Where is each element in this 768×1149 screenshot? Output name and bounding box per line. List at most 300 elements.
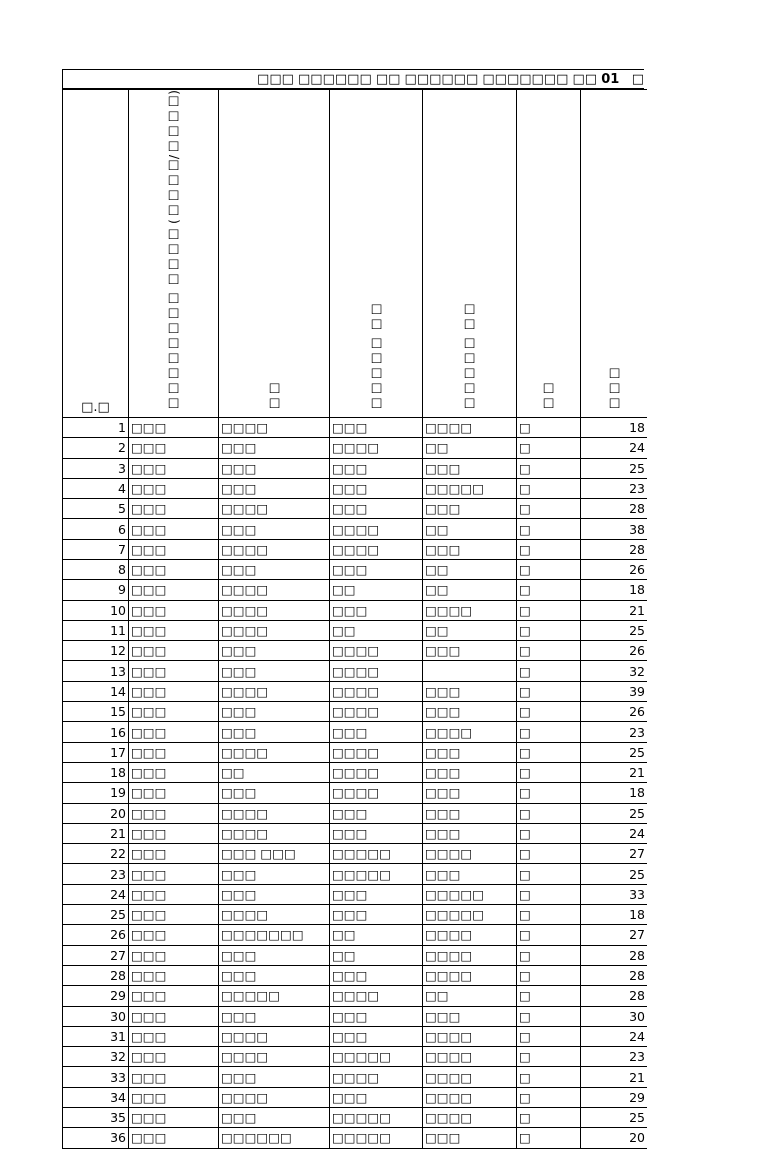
cell-col-a[interactable]: □□□	[129, 1067, 219, 1087]
cell-col-b[interactable]: □□□	[219, 438, 330, 458]
cell-col-a[interactable]: □□□	[129, 417, 219, 437]
cell-col-b[interactable]: □□□□	[219, 823, 330, 843]
cell-serial-number[interactable]: 21	[63, 823, 129, 843]
cell-col-e[interactable]: □	[517, 742, 581, 762]
cell-col-b[interactable]: □□□□	[219, 905, 330, 925]
cell-col-d[interactable]: □□□□	[423, 1026, 517, 1046]
cell-col-d[interactable]: □□□□□	[423, 884, 517, 904]
table-row	[63, 458, 648, 478]
cell-serial-number[interactable]: 32	[63, 1047, 129, 1067]
cell-col-e[interactable]: □	[517, 519, 581, 539]
cell-col-d[interactable]: □□□	[423, 762, 517, 782]
cell-col-d[interactable]: □□	[423, 560, 517, 580]
cell-col-e[interactable]: □	[517, 580, 581, 600]
cell-col-a[interactable]: □□□	[129, 783, 219, 803]
cell-col-b[interactable]: □□□□	[219, 742, 330, 762]
cell-serial-number[interactable]: 13	[63, 661, 129, 681]
cell-col-e[interactable]: □	[517, 681, 581, 701]
cell-serial-number[interactable]: 14	[63, 681, 129, 701]
cell-col-f[interactable]: 26	[581, 641, 648, 661]
cell-serial-number[interactable]: 10	[63, 600, 129, 620]
cell-col-d[interactable]: □□	[423, 580, 517, 600]
table-row	[63, 499, 648, 519]
cell-serial-number[interactable]: 5	[63, 499, 129, 519]
cell-col-b[interactable]: □□□□	[219, 681, 330, 701]
cell-col-a[interactable]: □□□	[129, 519, 219, 539]
cell-col-e[interactable]: □	[517, 762, 581, 782]
header-col-e[interactable]: □□	[517, 90, 581, 418]
cell-col-e[interactable]: □	[517, 905, 581, 925]
cell-col-e[interactable]: □	[517, 478, 581, 498]
cell-col-e[interactable]: □	[517, 884, 581, 904]
cell-col-a[interactable]: □□□	[129, 681, 219, 701]
cell-serial-number[interactable]: 26	[63, 925, 129, 945]
cell-col-a[interactable]: □□□	[129, 945, 219, 965]
cell-col-c[interactable]: □□□□	[330, 438, 423, 458]
cell-col-f[interactable]: 26	[581, 560, 648, 580]
table-row	[63, 1087, 648, 1107]
cell-col-c[interactable]: □□□	[330, 965, 423, 985]
cell-col-b[interactable]: □□□	[219, 1108, 330, 1128]
cell-col-f[interactable]: 25	[581, 1108, 648, 1128]
table-row	[63, 539, 648, 559]
cell-col-f[interactable]: 18	[581, 417, 648, 437]
cell-serial-number[interactable]: 8	[63, 560, 129, 580]
cell-col-c[interactable]: □□□	[330, 803, 423, 823]
cell-col-c[interactable]: □□□	[330, 884, 423, 904]
table-row	[63, 945, 648, 965]
table-row	[63, 519, 648, 539]
cell-col-c[interactable]: □□□□	[330, 519, 423, 539]
cell-col-c[interactable]: □□□□□	[330, 864, 423, 884]
cell-serial-number[interactable]: 15	[63, 702, 129, 722]
cell-col-e[interactable]: □	[517, 499, 581, 519]
cell-serial-number[interactable]: 9	[63, 580, 129, 600]
cell-col-a[interactable]: □□□	[129, 1047, 219, 1067]
cell-col-f[interactable]: 23	[581, 1047, 648, 1067]
cell-col-d[interactable]: □□□□	[423, 600, 517, 620]
cell-col-e[interactable]: □	[517, 1128, 581, 1148]
cell-col-b[interactable]: □□□	[219, 864, 330, 884]
cell-serial-number[interactable]: 19	[63, 783, 129, 803]
cell-serial-number[interactable]: 36	[63, 1128, 129, 1148]
cell-col-a[interactable]: □□□	[129, 925, 219, 945]
cell-serial-number[interactable]: 31	[63, 1026, 129, 1046]
cell-col-e[interactable]: □	[517, 1067, 581, 1087]
cell-col-f[interactable]: 25	[581, 458, 648, 478]
cell-col-c[interactable]: □□□	[330, 560, 423, 580]
cell-col-a[interactable]: □□□	[129, 1006, 219, 1026]
cell-col-c[interactable]: □□□□	[330, 661, 423, 681]
cell-col-e[interactable]: □	[517, 844, 581, 864]
cell-col-a[interactable]: □□□	[129, 539, 219, 559]
cell-col-c[interactable]: □□□	[330, 458, 423, 478]
cell-col-b[interactable]: □□□	[219, 519, 330, 539]
cell-col-d[interactable]: □□□	[423, 702, 517, 722]
table-row	[63, 884, 648, 904]
cell-col-a[interactable]: □□□	[129, 905, 219, 925]
cell-serial-number[interactable]: 6	[63, 519, 129, 539]
cell-serial-number[interactable]: 29	[63, 986, 129, 1006]
cell-col-a[interactable]: □□□	[129, 844, 219, 864]
cell-col-a[interactable]: □□□	[129, 1108, 219, 1128]
cell-col-d[interactable]: □□□	[423, 499, 517, 519]
sheet-title	[62, 69, 644, 89]
cell-col-a[interactable]: □□□	[129, 742, 219, 762]
cell-col-a[interactable]: □□□	[129, 1026, 219, 1046]
cell-col-f[interactable]: 24	[581, 1026, 648, 1046]
cell-col-d[interactable]: □□	[423, 438, 517, 458]
cell-col-f[interactable]: 25	[581, 620, 648, 640]
table-row	[63, 560, 648, 580]
cell-serial-number[interactable]: 34	[63, 1087, 129, 1107]
cell-col-f[interactable]: 27	[581, 925, 648, 945]
cell-col-a[interactable]: □□□	[129, 438, 219, 458]
table-row	[63, 1128, 648, 1148]
cell-col-e[interactable]: □	[517, 438, 581, 458]
cell-col-b[interactable]: □□□□	[219, 539, 330, 559]
cell-col-b[interactable]: □□□	[219, 702, 330, 722]
header-col-c[interactable]: □□□□□ □□	[330, 90, 423, 418]
table-row	[63, 661, 648, 681]
cell-col-f[interactable]: 28	[581, 499, 648, 519]
cell-serial-number[interactable]: 24	[63, 884, 129, 904]
cell-serial-number[interactable]: 7	[63, 539, 129, 559]
cell-col-b[interactable]: □□□	[219, 722, 330, 742]
cell-col-d[interactable]: □□□	[423, 641, 517, 661]
cell-col-e[interactable]: □	[517, 925, 581, 945]
table-row	[63, 864, 648, 884]
cell-col-a[interactable]: □□□	[129, 620, 219, 640]
cell-col-e[interactable]: □	[517, 1006, 581, 1026]
cell-col-b[interactable]: □□□ □□□	[219, 844, 330, 864]
header-serial-number[interactable]: □.□	[63, 90, 129, 418]
cell-col-d[interactable]: □□□	[423, 742, 517, 762]
cell-col-a[interactable]: □□□	[129, 823, 219, 843]
cell-col-c[interactable]: □□□□□	[330, 1108, 423, 1128]
cell-col-b[interactable]: □□□□	[219, 499, 330, 519]
cell-col-d[interactable]: □□□	[423, 1006, 517, 1026]
cell-serial-number[interactable]: 4	[63, 478, 129, 498]
header-col-b[interactable]: □□	[219, 90, 330, 418]
cell-col-f[interactable]: 39	[581, 681, 648, 701]
cell-serial-number[interactable]: 30	[63, 1006, 129, 1026]
table-row	[63, 823, 648, 843]
cell-col-e[interactable]: □	[517, 600, 581, 620]
cell-col-c[interactable]: □□□	[330, 1026, 423, 1046]
cell-serial-number[interactable]: 18	[63, 762, 129, 782]
cell-col-b[interactable]: □□□□□□□	[219, 925, 330, 945]
cell-col-d[interactable]: □□□	[423, 681, 517, 701]
cell-col-d[interactable]: □□□□□	[423, 478, 517, 498]
cell-serial-number[interactable]: 33	[63, 1067, 129, 1087]
cell-col-e[interactable]: □	[517, 560, 581, 580]
cell-col-c[interactable]: □□□	[330, 417, 423, 437]
cell-col-b[interactable]: □□□□	[219, 1047, 330, 1067]
table-row	[63, 905, 648, 925]
sheet-title-tail: □	[631, 72, 644, 87]
cell-col-d[interactable]: □□□	[423, 864, 517, 884]
table-row	[63, 844, 648, 864]
cell-col-a[interactable]: □□□	[129, 702, 219, 722]
cell-col-b[interactable]: □□□	[219, 458, 330, 478]
cell-col-f[interactable]: 38	[581, 519, 648, 539]
cell-col-a[interactable]: □□□	[129, 600, 219, 620]
table-row	[63, 438, 648, 458]
cell-serial-number[interactable]: 25	[63, 905, 129, 925]
table-row	[63, 1047, 648, 1067]
cell-col-e[interactable]: □	[517, 661, 581, 681]
cell-col-d[interactable]: □□□	[423, 823, 517, 843]
cell-col-b[interactable]: □□□	[219, 560, 330, 580]
cell-col-f[interactable]: 25	[581, 864, 648, 884]
spreadsheet-sheet	[62, 69, 644, 1149]
cell-col-e[interactable]: □	[517, 945, 581, 965]
cell-col-e[interactable]: □	[517, 458, 581, 478]
cell-col-b[interactable]: □□□□	[219, 1087, 330, 1107]
header-col-a[interactable]: □□□□□□□□ □□□□ (□□□□/□□□□)	[129, 90, 219, 418]
table-row	[63, 783, 648, 803]
table-row	[63, 762, 648, 782]
cell-col-a[interactable]: □□□	[129, 560, 219, 580]
cell-col-f[interactable]: 28	[581, 965, 648, 985]
cell-serial-number[interactable]: 17	[63, 742, 129, 762]
cell-col-a[interactable]: □□□	[129, 478, 219, 498]
cell-col-d[interactable]: □□□	[423, 458, 517, 478]
cell-col-c[interactable]: □□□	[330, 478, 423, 498]
cell-col-b[interactable]: □□□□□□	[219, 1128, 330, 1148]
table-row	[63, 417, 648, 437]
cell-serial-number[interactable]: 11	[63, 620, 129, 640]
cell-col-a[interactable]: □□□	[129, 986, 219, 1006]
cell-col-f[interactable]: 26	[581, 702, 648, 722]
cell-col-f[interactable]: 28	[581, 945, 648, 965]
cell-col-d[interactable]: □□□□	[423, 965, 517, 985]
cell-col-a[interactable]: □□□	[129, 641, 219, 661]
cell-col-d[interactable]: □□□	[423, 803, 517, 823]
cell-col-b[interactable]: □□□	[219, 478, 330, 498]
cell-col-c[interactable]: □□□□□	[330, 1128, 423, 1148]
cell-col-d[interactable]: □□□□	[423, 722, 517, 742]
cell-col-b[interactable]: □□□□	[219, 600, 330, 620]
cell-col-e[interactable]: □	[517, 986, 581, 1006]
header-col-f[interactable]: □□□	[581, 90, 648, 418]
cell-col-b[interactable]: □□□	[219, 965, 330, 985]
cell-col-c[interactable]: □□□□	[330, 783, 423, 803]
cell-col-d[interactable]: □□□□	[423, 417, 517, 437]
cell-serial-number[interactable]: 27	[63, 945, 129, 965]
cell-col-b[interactable]: □□□	[219, 884, 330, 904]
cell-col-b[interactable]: □□□□□	[219, 986, 330, 1006]
cell-col-b[interactable]: □□□	[219, 641, 330, 661]
data-table	[62, 89, 647, 1149]
cell-col-a[interactable]: □□□	[129, 884, 219, 904]
cell-col-f[interactable]: 25	[581, 742, 648, 762]
cell-col-f[interactable]: 27	[581, 844, 648, 864]
cell-serial-number[interactable]: 12	[63, 641, 129, 661]
cell-col-b[interactable]: □□□□	[219, 580, 330, 600]
cell-serial-number[interactable]: 20	[63, 803, 129, 823]
table-body	[63, 417, 648, 1148]
cell-col-c[interactable]: □□□□□	[330, 844, 423, 864]
cell-col-b[interactable]: □□□	[219, 1006, 330, 1026]
cell-col-e[interactable]: □	[517, 702, 581, 722]
table-row	[63, 681, 648, 701]
cell-col-e[interactable]: □	[517, 620, 581, 640]
cell-serial-number[interactable]: 35	[63, 1108, 129, 1128]
cell-col-f[interactable]: 23	[581, 478, 648, 498]
table-row	[63, 702, 648, 722]
cell-serial-number[interactable]: 3	[63, 458, 129, 478]
cell-col-f[interactable]: 20	[581, 1128, 648, 1148]
cell-col-d[interactable]: □□□□	[423, 1067, 517, 1087]
cell-col-b[interactable]: □□□	[219, 661, 330, 681]
cell-serial-number[interactable]: 2	[63, 438, 129, 458]
cell-col-b[interactable]: □□□	[219, 1067, 330, 1087]
cell-col-a[interactable]: □□□	[129, 499, 219, 519]
cell-serial-number[interactable]: 28	[63, 965, 129, 985]
cell-serial-number[interactable]: 22	[63, 844, 129, 864]
cell-col-a[interactable]: □□□	[129, 965, 219, 985]
table-row	[63, 965, 648, 985]
cell-col-f[interactable]: 21	[581, 762, 648, 782]
cell-col-c[interactable]: □□□	[330, 823, 423, 843]
cell-col-a[interactable]: □□□	[129, 722, 219, 742]
cell-col-c[interactable]: □□□□□	[330, 1047, 423, 1067]
cell-col-d[interactable]: □□□	[423, 783, 517, 803]
cell-col-c[interactable]: □□□□	[330, 681, 423, 701]
cell-col-e[interactable]: □	[517, 722, 581, 742]
cell-col-c[interactable]: □□□	[330, 600, 423, 620]
cell-col-f[interactable]: 21	[581, 1067, 648, 1087]
cell-col-e[interactable]: □	[517, 803, 581, 823]
cell-col-b[interactable]: □□□□	[219, 620, 330, 640]
cell-col-f[interactable]: 25	[581, 803, 648, 823]
table-row	[63, 641, 648, 661]
cell-col-f[interactable]: 18	[581, 783, 648, 803]
table-row	[63, 478, 648, 498]
header-row	[63, 90, 648, 418]
cell-col-c[interactable]: □□□□	[330, 641, 423, 661]
cell-col-a[interactable]: □□□	[129, 458, 219, 478]
cell-col-b[interactable]: □□□	[219, 945, 330, 965]
cell-col-b[interactable]: □□□□	[219, 417, 330, 437]
sheet-title-text: □□□ □□□□□□ □□ □□□□□□ □□□□□□□ □□	[257, 72, 598, 87]
cell-col-f[interactable]: 18	[581, 905, 648, 925]
cell-col-d[interactable]: □□□□	[423, 1087, 517, 1107]
cell-col-b[interactable]: □□	[219, 762, 330, 782]
header-col-d[interactable]: □□□□□ □□	[423, 90, 517, 418]
cell-col-f[interactable]: 21	[581, 600, 648, 620]
cell-col-c[interactable]: □□□□	[330, 1067, 423, 1087]
cell-col-e[interactable]: □	[517, 864, 581, 884]
cell-col-a[interactable]: □□□	[129, 661, 219, 681]
table-row	[63, 580, 648, 600]
cell-col-d[interactable]: □□□□	[423, 844, 517, 864]
cell-col-d[interactable]: □□□□	[423, 925, 517, 945]
cell-col-b[interactable]: □□□	[219, 783, 330, 803]
cell-col-e[interactable]: □	[517, 1026, 581, 1046]
cell-col-c[interactable]: □□□□	[330, 742, 423, 762]
cell-col-a[interactable]: □□□	[129, 1087, 219, 1107]
cell-col-d[interactable]: □□□	[423, 1128, 517, 1148]
cell-col-d[interactable]: □□	[423, 986, 517, 1006]
cell-col-e[interactable]: □	[517, 965, 581, 985]
cell-col-e[interactable]: □	[517, 1047, 581, 1067]
cell-col-d[interactable]: □□	[423, 620, 517, 640]
cell-col-f[interactable]: 29	[581, 1087, 648, 1107]
cell-col-f[interactable]: 28	[581, 539, 648, 559]
cell-col-a[interactable]: □□□	[129, 864, 219, 884]
cell-col-f[interactable]: 24	[581, 438, 648, 458]
cell-serial-number[interactable]: 23	[63, 864, 129, 884]
cell-col-a[interactable]: □□□	[129, 1128, 219, 1148]
cell-col-e[interactable]: □	[517, 1087, 581, 1107]
cell-col-c[interactable]: □□□□	[330, 702, 423, 722]
cell-col-d[interactable]: □□□□□	[423, 905, 517, 925]
cell-col-c[interactable]: □□□□	[330, 762, 423, 782]
cell-col-e[interactable]: □	[517, 783, 581, 803]
cell-col-f[interactable]: 28	[581, 986, 648, 1006]
cell-col-f[interactable]: 23	[581, 722, 648, 742]
cell-col-c[interactable]: □□□	[330, 499, 423, 519]
cell-col-d[interactable]: □□□□	[423, 945, 517, 965]
cell-col-c[interactable]: □□□	[330, 1087, 423, 1107]
cell-col-c[interactable]: □□	[330, 925, 423, 945]
table-row	[63, 600, 648, 620]
cell-col-f[interactable]: 30	[581, 1006, 648, 1026]
cell-col-d[interactable]: □□□□	[423, 1047, 517, 1067]
cell-serial-number[interactable]: 1	[63, 417, 129, 437]
cell-col-f[interactable]: 33	[581, 884, 648, 904]
cell-col-c[interactable]: □□□□	[330, 986, 423, 1006]
cell-col-c[interactable]: □□□□	[330, 539, 423, 559]
cell-col-a[interactable]: □□□	[129, 762, 219, 782]
cell-col-c[interactable]: □□□	[330, 1006, 423, 1026]
cell-col-c[interactable]: □□	[330, 580, 423, 600]
cell-col-c[interactable]: □□□	[330, 722, 423, 742]
cell-col-f[interactable]: 24	[581, 823, 648, 843]
table-row	[63, 742, 648, 762]
cell-col-a[interactable]: □□□	[129, 803, 219, 823]
cell-col-c[interactable]: □□	[330, 945, 423, 965]
table-row	[63, 1108, 648, 1128]
cell-col-e[interactable]: □	[517, 1108, 581, 1128]
cell-col-d[interactable]	[423, 661, 517, 681]
cell-serial-number[interactable]: 16	[63, 722, 129, 742]
table-row	[63, 1006, 648, 1026]
cell-col-e[interactable]: □	[517, 417, 581, 437]
cell-col-a[interactable]: □□□	[129, 580, 219, 600]
table-row	[63, 925, 648, 945]
cell-col-b[interactable]: □□□□	[219, 803, 330, 823]
table-row	[63, 1067, 648, 1087]
sheet-title-number: 01	[601, 72, 620, 87]
table-row	[63, 986, 648, 1006]
cell-col-d[interactable]: □□	[423, 519, 517, 539]
cell-col-c[interactable]: □□	[330, 620, 423, 640]
cell-col-d[interactable]: □□□	[423, 539, 517, 559]
cell-col-f[interactable]: 18	[581, 580, 648, 600]
cell-col-e[interactable]: □	[517, 823, 581, 843]
table-row	[63, 722, 648, 742]
cell-col-e[interactable]: □	[517, 539, 581, 559]
cell-col-f[interactable]: 32	[581, 661, 648, 681]
cell-col-c[interactable]: □□□	[330, 905, 423, 925]
cell-col-b[interactable]: □□□□	[219, 1026, 330, 1046]
cell-col-d[interactable]: □□□□	[423, 1108, 517, 1128]
cell-col-e[interactable]: □	[517, 641, 581, 661]
